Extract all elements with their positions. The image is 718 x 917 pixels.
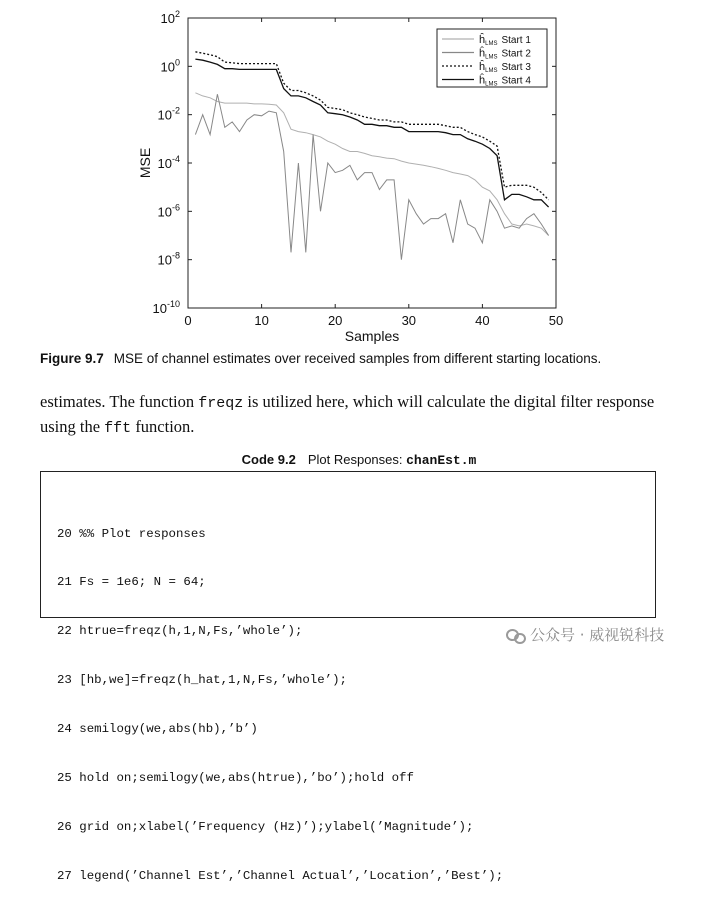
code-line: 24 semilogy(we,abs(hb),’b’)	[57, 722, 258, 737]
x-tick-label: 30	[401, 313, 417, 328]
code-title	[0, 452, 718, 468]
series-line-2	[195, 94, 548, 260]
y-axis-label: MSE	[137, 147, 153, 179]
legend-entry: $ĥ_{LMS}$ Start 4	[479, 74, 531, 88]
watermark-text: 公众号 · 威视锐科技	[530, 626, 665, 644]
code-line: 25 hold on;semilogy(we,abs(htrue),’bo’);hold off	[57, 771, 414, 786]
y-tick-label: $10^2$	[160, 9, 180, 26]
mse-figure	[0, 0, 718, 350]
x-tick-label: 40	[475, 313, 490, 328]
figure-caption-text: MSE of channel estimates over received samples from different starting locations.	[113, 351, 602, 366]
y-tick-label: $10^{-10}$	[152, 299, 180, 316]
body-paragraph	[40, 390, 690, 440]
code-title-text: Plot Responses:	[307, 452, 407, 467]
wechat-icon	[506, 628, 524, 642]
code-title-file: chanEst.m	[406, 453, 477, 468]
code-line: 22 htrue=freqz(h,1,N,Fs,’whole’);	[57, 624, 303, 639]
figure-caption	[40, 351, 601, 366]
x-tick-label: 10	[254, 313, 269, 328]
y-tick-label: $10^{-8}$	[157, 250, 180, 268]
x-tick-label: 0	[184, 313, 192, 328]
figure-label: Figure 9.7	[40, 351, 104, 366]
y-tick-label: $10^{-6}$	[157, 202, 180, 220]
watermark	[506, 624, 664, 645]
legend-entry: $ĥ_{LMS}$ Start 2	[479, 47, 531, 61]
y-tick-label: $10^{-4}$	[157, 154, 180, 171]
x-tick-label: 50	[548, 313, 564, 328]
code-title-prefix: Code 9.2	[241, 452, 296, 467]
inline-code-fft: fft	[104, 420, 132, 437]
code-line: 20 %% Plot responses	[57, 526, 206, 541]
series-line-1	[195, 93, 548, 236]
y-tick-label: $10^0$	[160, 57, 180, 75]
code-line: 21 Fs = 1e6; N = 64;	[57, 575, 206, 590]
code-lines	[57, 493, 503, 917]
code-line: 26 grid on;xlabel(’Frequency (Hz)’);ylabel(’Magnitude’);	[57, 819, 474, 834]
x-axis-label: Samples	[344, 328, 400, 344]
code-line: 23 [hb,we]=freqz(h_hat,1,N,Fs,’whole’);	[57, 673, 347, 688]
body-text-2: is utilized here, which will calculate the digital filter response using the	[40, 392, 655, 436]
inline-code-freqz: freqz	[198, 395, 244, 412]
code-line: 27 legend(’Channel Est’,’Channel Actual’,’Location’,’Best’);	[57, 868, 504, 883]
body-text-1: estimates. The function	[40, 392, 199, 411]
legend-entry: $ĥ_{LMS}$ Start 1	[479, 34, 531, 47]
x-tick-label: 20	[327, 313, 343, 328]
y-tick-label: $10^{-2}$	[157, 105, 180, 123]
body-text-3: function.	[131, 417, 195, 436]
legend-entry: $ĥ_{LMS}$ Start 3	[479, 61, 531, 74]
